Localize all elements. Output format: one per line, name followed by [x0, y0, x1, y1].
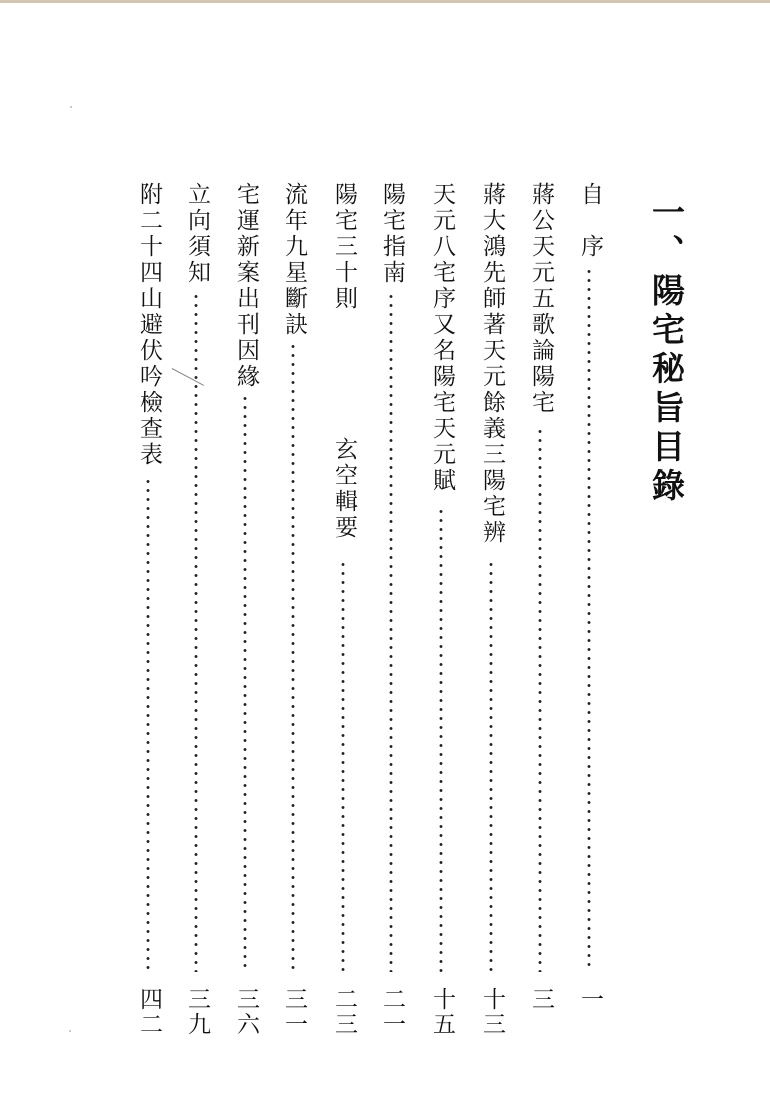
toc-page-number: 二三 — [331, 987, 357, 1037]
toc-entry — [180, 182, 214, 1042]
toc-entry-text: 天元八宅序又名陽宅天元賦 — [429, 182, 455, 494]
toc-entry-text: 陽宅指南 — [379, 182, 405, 286]
toc-entry — [475, 182, 509, 1042]
scan-speck — [70, 106, 72, 108]
scan-speck — [69, 1030, 71, 1032]
toc-page-number: 十三 — [479, 987, 505, 1037]
dot-leader — [489, 560, 493, 972]
toc-entry — [524, 182, 558, 1042]
toc-entry — [277, 182, 311, 1042]
dot-leader — [194, 292, 198, 972]
toc-page-number: 一 — [577, 987, 603, 1012]
toc-entry-text: 蔣公天元五歌論陽宅 — [528, 182, 554, 416]
toc-entry — [425, 182, 459, 1042]
toc-entry-text: 立向須知 — [184, 182, 210, 286]
toc-entry-text: 附二十四山避伏吟檢查表 — [136, 182, 162, 468]
dot-leader — [243, 394, 247, 972]
toc-entry-text: 蔣大鴻先師著天元餘義三陽宅辨 — [479, 182, 505, 546]
dot-leader — [587, 267, 591, 972]
toc-entry-text: 流年九星斷訣 — [281, 182, 307, 338]
dot-leader — [389, 292, 393, 972]
toc-entry — [327, 182, 361, 1042]
toc-entry-text: 自 序 — [577, 182, 603, 260]
dot-leader — [538, 427, 542, 972]
toc-entry-subtitle: 玄空輯要 — [331, 437, 357, 541]
dot-leader — [291, 342, 295, 972]
dot-leader — [439, 507, 443, 972]
dot-leader — [146, 477, 150, 972]
toc-entry-text: 陽宅三十則 — [331, 182, 357, 312]
toc-page-number: 三一 — [281, 987, 307, 1037]
toc-entry — [132, 182, 166, 1042]
toc-entry — [573, 182, 607, 1042]
toc-page-number: 三九 — [184, 987, 210, 1037]
toc-page-number: 二一 — [379, 987, 405, 1037]
toc-entry-text: 宅運新案出刊因緣 — [233, 182, 259, 390]
toc-page-number: 三六 — [233, 987, 259, 1037]
toc-page-number: 三 — [528, 987, 554, 1012]
page-title: 一、陽宅秘旨目錄 — [647, 195, 686, 507]
dot-leader — [341, 560, 345, 972]
toc-entry — [229, 182, 263, 1042]
toc-page-number: 十五 — [429, 987, 455, 1037]
toc-entry — [375, 182, 409, 1042]
toc-page-number: 四二 — [136, 987, 162, 1037]
